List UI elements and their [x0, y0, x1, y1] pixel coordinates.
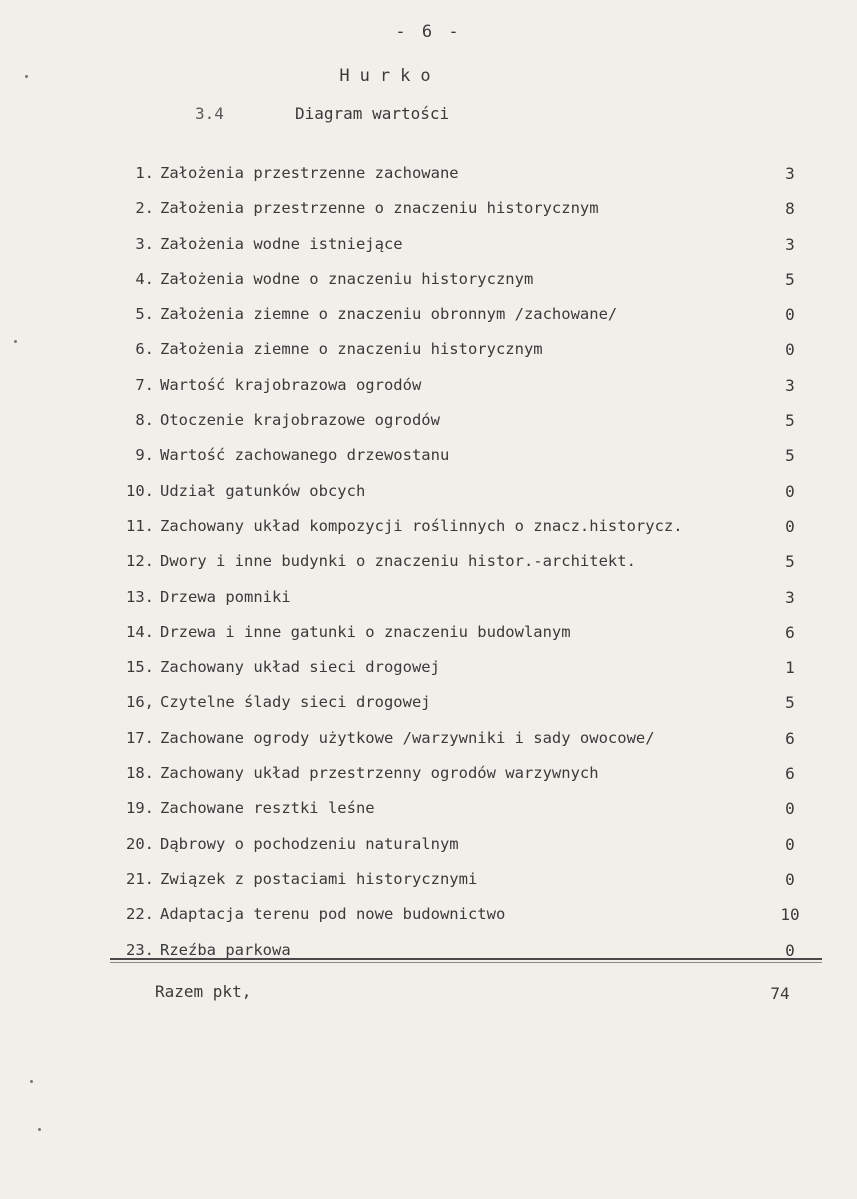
list-item — [0, 235, 857, 270]
item-label: Założenia ziemne o znaczeniu historycznym — [160, 340, 543, 359]
list-item — [0, 693, 857, 728]
item-number: 19. — [126, 799, 154, 818]
paper-speck — [25, 75, 28, 78]
place-name: Hurko — [339, 66, 441, 86]
item-label: Założenia przestrzenne zachowane — [160, 164, 459, 182]
item-points: 5 — [785, 693, 795, 713]
item-points: 3 — [785, 375, 795, 395]
item-label: Założenia wodne istniejące — [160, 234, 403, 253]
value-list — [0, 164, 857, 976]
item-number: 22. — [126, 905, 154, 924]
item-label: Zachowany układ sieci drogowej — [160, 658, 440, 677]
item-number: 11. — [126, 516, 154, 535]
list-item — [0, 799, 857, 834]
item-points: 0 — [785, 516, 795, 536]
list-item — [0, 270, 857, 305]
item-points: 0 — [785, 340, 795, 360]
item-points: 0 — [785, 940, 795, 960]
list-item — [0, 164, 857, 199]
list-item — [0, 446, 857, 481]
item-points: 0 — [785, 305, 795, 325]
item-number: 4. — [135, 269, 154, 288]
item-label: Adaptacja terenu pod nowe budownictwo — [160, 905, 506, 924]
item-points: 1 — [785, 658, 795, 678]
item-label: Założenia ziemne o znaczeniu obronnym /zachowane/ — [160, 305, 618, 324]
item-number: 20. — [126, 834, 154, 853]
item-points: 10 — [780, 905, 800, 925]
item-number: 8. — [135, 411, 154, 430]
item-number: 18. — [126, 764, 154, 783]
list-item — [0, 305, 857, 340]
item-points: 0 — [785, 481, 795, 501]
list-item — [0, 552, 857, 587]
list-item — [0, 729, 857, 764]
list-item — [0, 870, 857, 905]
item-label: Udział gatunków obcych — [160, 481, 366, 500]
list-item — [0, 623, 857, 658]
list-item — [0, 411, 857, 446]
page-number: - 6 - — [395, 22, 462, 42]
total-value: 74 — [770, 984, 790, 1003]
item-points: 0 — [785, 834, 795, 854]
item-label: Zachowane resztki leśne — [160, 799, 375, 818]
paper-speck — [30, 1080, 33, 1083]
item-points: 6 — [785, 728, 795, 748]
list-item — [0, 835, 857, 870]
item-points: 6 — [785, 764, 795, 784]
item-number: 16, — [126, 693, 154, 712]
item-label: Czytelne ślady sieci drogowej — [160, 693, 431, 712]
item-number: 9. — [135, 446, 154, 465]
item-number: 1. — [135, 164, 154, 182]
item-label: Założenia wodne o znaczeniu historycznym — [160, 269, 534, 288]
item-label: Wartość krajobrazowa ogrodów — [160, 375, 422, 394]
item-number: 14. — [126, 622, 154, 641]
item-label: Zachowany układ przestrzenny ogrodów warzywnych — [160, 764, 599, 783]
paper-speck — [38, 1128, 41, 1131]
item-label: Drzewa pomniki — [160, 587, 291, 606]
list-item — [0, 588, 857, 623]
list-item — [0, 376, 857, 411]
item-label: Dąbrowy o pochodzeniu naturalnym — [160, 834, 459, 853]
item-number: 6. — [135, 340, 154, 359]
item-points: 0 — [785, 869, 795, 889]
total-label: Razem pkt, — [155, 982, 252, 1001]
item-points: 5 — [785, 552, 795, 572]
item-number: 13. — [126, 587, 154, 606]
section-number: 3.4 — [195, 104, 224, 123]
section-heading — [195, 104, 449, 123]
item-points: 0 — [785, 799, 795, 819]
paper-speck — [14, 340, 17, 343]
item-points: 6 — [785, 622, 795, 642]
item-number: 2. — [135, 199, 154, 218]
item-number: 21. — [126, 869, 154, 888]
item-points: 5 — [785, 269, 795, 289]
list-item — [0, 658, 857, 693]
item-number: 10. — [126, 481, 154, 500]
item-label: Dwory i inne budynki o znaczeniu histor.-architekt. — [160, 552, 636, 571]
list-item — [0, 517, 857, 552]
item-number: 7. — [135, 375, 154, 394]
item-label: Założenia przestrzenne o znaczeniu historycznym — [160, 199, 599, 218]
item-points: 3 — [785, 164, 795, 183]
total-divider-secondary — [110, 962, 822, 963]
item-number: 12. — [126, 552, 154, 571]
item-label: Wartość zachowanego drzewostanu — [160, 446, 450, 465]
section-title: Diagram wartości — [295, 104, 450, 123]
item-points: 8 — [785, 199, 795, 219]
item-number: 15. — [126, 658, 154, 677]
item-label: Otoczenie krajobrazowe ogrodów — [160, 411, 440, 430]
list-item — [0, 905, 857, 940]
item-points: 5 — [785, 446, 795, 466]
item-points: 5 — [785, 411, 795, 431]
item-label: Drzewa i inne gatunki o znaczeniu budowlanym — [160, 622, 571, 641]
item-label: Rzeźba parkowa — [160, 940, 291, 959]
list-item — [0, 764, 857, 799]
item-number: 23. — [126, 940, 154, 959]
item-number: 3. — [135, 234, 154, 253]
list-item — [0, 199, 857, 234]
item-label: Zachowane ogrody użytkowe /warzywniki i sady owocowe/ — [160, 728, 655, 747]
item-number: 5. — [135, 305, 154, 324]
item-label: Zachowany układ kompozycji roślinnych o znacz.historycz. — [160, 516, 683, 535]
list-item — [0, 482, 857, 517]
item-points: 3 — [785, 234, 795, 254]
item-number: 17. — [126, 728, 154, 747]
item-points: 3 — [785, 587, 795, 607]
list-item — [0, 340, 857, 375]
item-label: Związek z postaciami historycznymi — [160, 869, 478, 888]
total-divider — [110, 958, 822, 960]
